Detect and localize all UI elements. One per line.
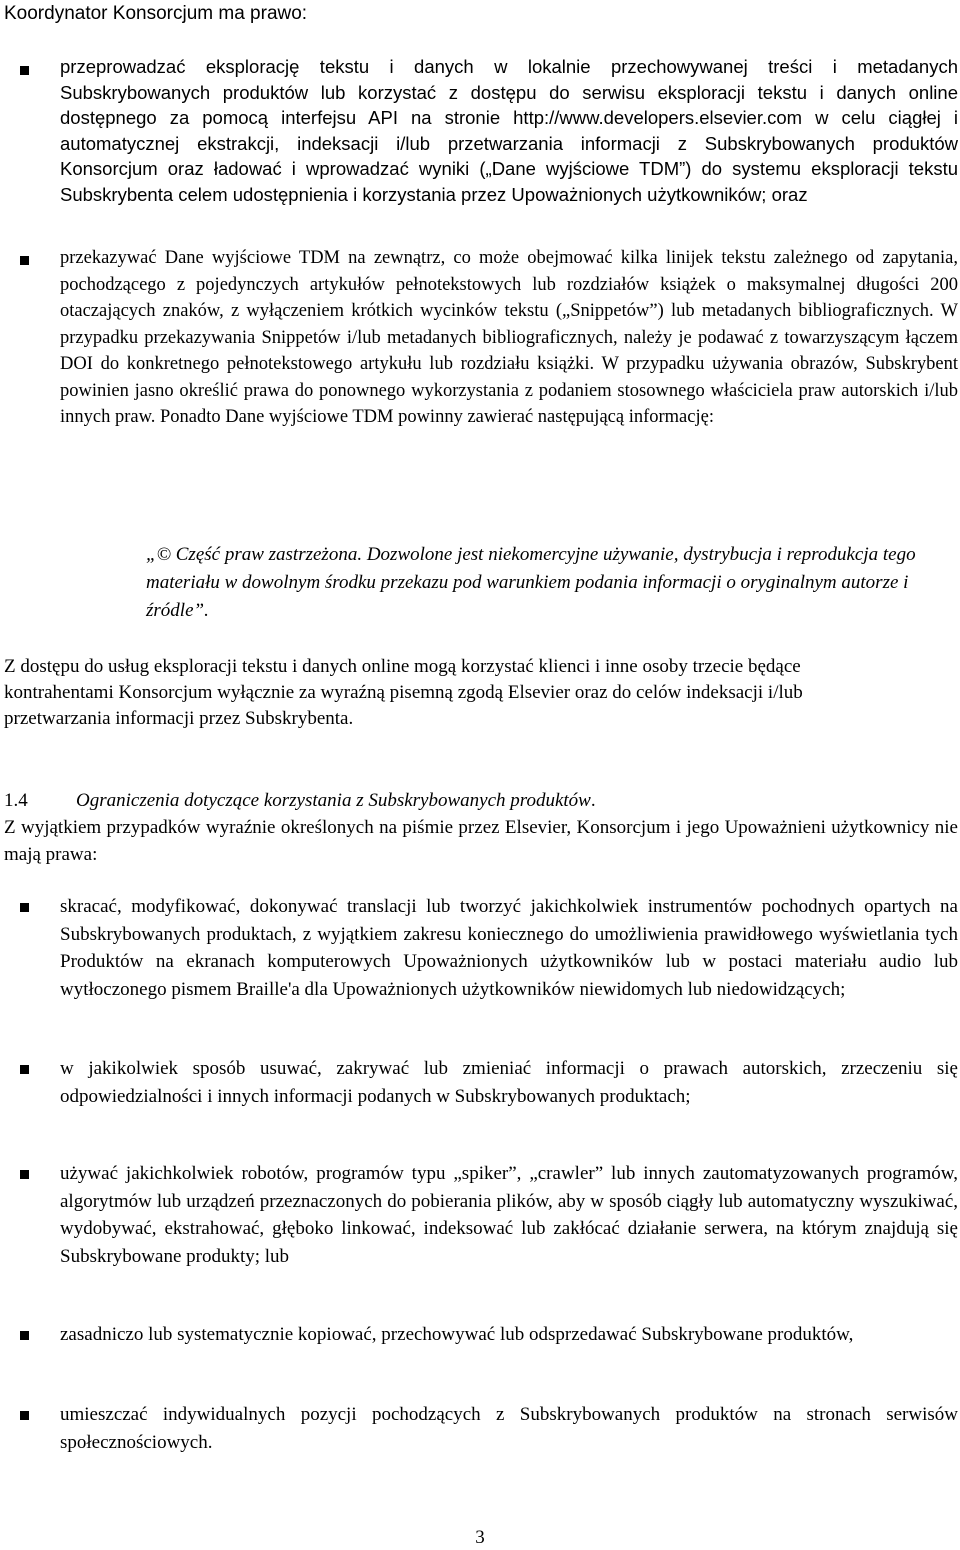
bullet-icon	[20, 66, 29, 75]
bullet-icon	[20, 1065, 29, 1074]
restrictions-list-item: w jakikolwiek sposób usuwać, zakrywać lub zmieniać informacji o prawach autorskich, zrzeczeniu się odpowiedzialności i innych informacji podanych w Subskrybowanych produktach;	[60, 1058, 958, 1107]
bullet-icon	[20, 1170, 29, 1179]
rights-list-item: przeprowadzać eksplorację tekstu i danych w lokalnie przechowywanej treści i metadanych Subskrybowanych produktów lub korzystać z dostępu do serwisu eksploracji tekstu i danych online dostępnego za pomocą interfejsu API na stronie http://www.developers.elsevier.com w celu ciągłej i automatycznej ekstrakcji, indeksacji i/lub przetwarzania informacji z Subskrybowanych produktów Konsorcjum oraz ładować i wprowadzać wyniki („Dane wyjściowe TDM”) do systemu eksploracji tekstu Subskrybenta celem udostępnienia i korzystania przez Upoważnionych użytkowników; oraz	[60, 56, 958, 205]
bullet-icon	[20, 1331, 29, 1340]
bullet-icon	[20, 1411, 29, 1420]
section-heading	[4, 788, 596, 814]
bullet-icon	[20, 903, 29, 912]
section-title: Ograniczenia dotyczące korzystania z Subskrybowanych produktów	[76, 790, 591, 811]
restrictions-intro: Z wyjątkiem przypadków wyraźnie określonych na piśmie przez Elsevier, Konsorcjum i jego Upoważnieni użytkownicy nie mają prawa:	[4, 817, 958, 865]
restrictions-list-item: umieszczać indywidualnych pozycji pochodzących z Subskrybowanych produktów na stronach serwisów społecznościowych.	[60, 1404, 958, 1453]
bullet-icon	[20, 256, 29, 265]
section-number: 1.4	[4, 790, 28, 811]
page-number: 3	[475, 1527, 485, 1548]
intro-heading: Koordynator Konsorcjum ma prawo:	[4, 3, 308, 24]
online-access-paragraph: Z dostępu do usług eksploracji tekstu i danych online mogą korzystać klienci i inne osoby trzecie będące kontrahentami Konsorcjum wyłącznie za wyraźną pisemną zgodą Elsevier oraz do celów indeksacji i/lub przetwarzania informacji przez Subskrybenta.	[4, 656, 803, 729]
section-title-period: .	[590, 790, 596, 811]
tdm-attribution-quote: „© Część praw zastrzeżona. Dozwolone jest niekomercyjne używanie, dystrybucja i reprodukcja tego materiału w dowolnym środku przekazu pod warunkiem podania informacji o oryginalnym autorze i źródle”.	[146, 544, 916, 621]
restrictions-list-item: używać jakichkolwiek robotów, programów typu „spiker”, „crawler” lub innych zautomatyzowanych programów, algorytmów lub urządzeń przeznaczonych do pobierania plików, aby w sposób ciągły lub automatyczny wyszukiwać, wydobywać, ekstrahować, głęboko linkować, indeksować lub zakłócać działanie serwera, na którym znajdują się Subskrybowane produkty; lub	[60, 1163, 958, 1267]
rights-list-item: przekazywać Dane wyjściowe TDM na zewnątrz, co może obejmować kilka linijek tekstu zależnego od zapytania, pochodzącego z pojedynczych artykułów pełnotekstowych lub rozdziałów książek o maksymalnej długości 200 otaczających znaków, z wyłączeniem krótkich wycinków tekstu („Snippetów”) lub metadanych bibliograficznych. W przypadku przekazywania Snippetów i/lub metadanych bibliograficznych, należy je podawać z towarzyszącym łączem DOI do konkretnego pełnotekstowego artykułu lub rozdziału książki. W przypadku używania obrazów, Subskrybent powinien jasno określić prawa do ponownego wykorzystania z podaniem stosownego właściciela praw autorskich i/lub innych praw. Ponadto Dane wyjściowe TDM powinny zawierać następującą informację:	[60, 248, 958, 427]
restrictions-list-item: zasadniczo lub systematycznie kopiować, przechowywać lub odsprzedawać Subskrybowane produktów,	[60, 1324, 854, 1345]
restrictions-list-item: skracać, modyfikować, dokonywać translacji lub tworzyć jakichkolwiek instrumentów pochodnych opartych na Subskrybowanych produktach, z wyjątkiem zakresu koniecznego do umożliwienia prawidłowego wyświetlania tych Produktów na ekranach komputerowych Upoważnionych użytkowników lub w postaci materiału audio lub wytłoczonego pismem Braille'a dla Upoważnionych użytkowników niewidomych lub niedowidzących;	[60, 896, 958, 1000]
